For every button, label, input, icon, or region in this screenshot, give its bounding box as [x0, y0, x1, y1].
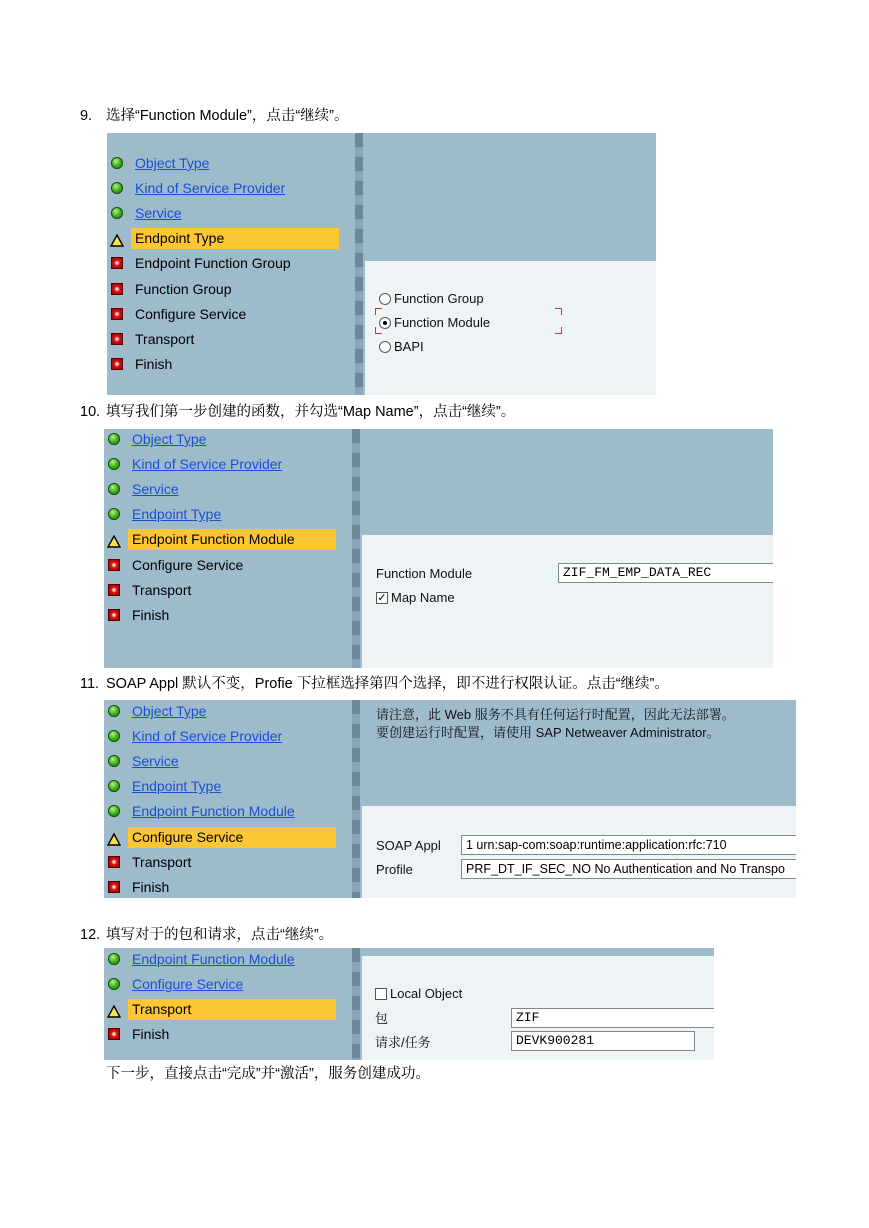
step-number: 12.	[80, 927, 101, 943]
focus-corner	[555, 327, 562, 334]
wizard-step-label[interactable]: Service	[132, 481, 179, 498]
wizard-step-item[interactable]	[104, 453, 352, 475]
wizard-step-label: Transport	[135, 330, 195, 347]
wizard-form	[365, 261, 656, 395]
wizard-step-label: Endpoint Type	[135, 230, 225, 247]
step-12-heading	[80, 926, 333, 944]
red-status-icon	[111, 333, 123, 345]
map-name-checkbox[interactable]: ✓	[377, 592, 387, 604]
wizard-step-item	[104, 998, 352, 1020]
warning-triangle-icon	[107, 532, 119, 544]
wizard-step-label[interactable]: Configure Service	[132, 976, 244, 993]
green-status-icon	[108, 978, 120, 990]
wizard-step-item[interactable]	[104, 700, 352, 722]
wizard-step-item[interactable]	[107, 177, 355, 199]
red-status-icon	[108, 559, 120, 571]
wizard-step-item[interactable]	[104, 973, 352, 995]
wizard-step-item	[107, 252, 355, 274]
wizard-step-label: Transport	[132, 853, 192, 870]
wizard-step-label: Configure Service	[132, 556, 244, 573]
function-module-input[interactable]: ZIF_FM_EMP_DATA_REC	[558, 563, 773, 583]
wizard-step-label[interactable]: Object Type	[132, 703, 207, 719]
request-label: 请求/任务	[375, 1035, 431, 1050]
screenshot-step-10	[104, 429, 773, 668]
green-status-icon	[108, 508, 120, 520]
green-status-icon	[108, 780, 120, 792]
green-status-icon	[108, 458, 120, 470]
wizard-step-item[interactable]	[104, 429, 352, 450]
green-status-icon	[108, 755, 120, 767]
local-object-label: Local Object	[390, 986, 463, 1001]
wizard-step-label: Configure Service	[135, 305, 247, 322]
wizard-step-item[interactable]	[104, 800, 352, 822]
wizard-step-item	[104, 851, 352, 873]
warning-triangle-icon	[110, 231, 122, 243]
wizard-nav	[104, 429, 352, 668]
wizard-step-label[interactable]: Endpoint Type	[132, 506, 222, 523]
green-status-icon	[111, 157, 123, 169]
map-name-label: Map Name	[391, 590, 455, 605]
wizard-step-item	[107, 303, 355, 325]
wizard-step-item[interactable]	[104, 725, 352, 747]
nav-splitter[interactable]	[352, 700, 360, 898]
nav-splitter[interactable]	[352, 429, 360, 668]
wizard-step-label: Finish	[132, 878, 170, 895]
green-status-icon	[108, 433, 120, 445]
wizard-step-item[interactable]	[104, 750, 352, 772]
focus-corner	[555, 308, 562, 315]
notice-line-1: 请注意，此 Web 服务不具有任何运行时配置，因此无法部署。	[376, 707, 735, 722]
wizard-step-label[interactable]: Kind of Service Provider	[132, 728, 283, 745]
profile-select[interactable]: PRF_DT_IF_SEC_NO No Authentication and No Transpo	[461, 859, 796, 879]
closing-text: 下一步，直接点击“完成”并“激活”，服务创建成功。	[106, 1066, 430, 1082]
red-status-icon	[111, 308, 123, 320]
wizard-step-label: Transport	[132, 1001, 192, 1018]
profile-label: Profile	[376, 862, 413, 877]
wizard-step-label[interactable]: Kind of Service Provider	[132, 456, 283, 473]
nav-splitter[interactable]	[355, 133, 363, 395]
wizard-step-item	[104, 604, 352, 626]
wizard-header-area	[369, 133, 656, 261]
wizard-step-label[interactable]: Object Type	[135, 155, 210, 171]
package-label: 包	[375, 1011, 389, 1026]
wizard-step-label: Finish	[132, 606, 170, 623]
screenshot-step-12	[104, 948, 714, 1060]
green-status-icon	[108, 805, 120, 817]
soap-appl-label: SOAP Appl	[376, 838, 441, 853]
wizard-nav	[104, 948, 352, 1060]
wizard-step-label[interactable]: Object Type	[132, 431, 207, 447]
green-status-icon	[111, 207, 123, 219]
red-status-icon	[108, 856, 120, 868]
screenshot-step-11	[104, 700, 796, 898]
request-input[interactable]: DEVK900281	[511, 1031, 695, 1051]
soap-appl-input[interactable]: 1 urn:sap-com:soap:runtime:application:rfc:710	[461, 835, 796, 855]
wizard-step-item[interactable]	[104, 775, 352, 797]
radio-bapi[interactable]	[379, 341, 391, 353]
warning-triangle-icon	[107, 830, 119, 842]
focus-corner	[375, 308, 382, 315]
wizard-step-item	[107, 278, 355, 300]
wizard-step-label: Endpoint Function Group	[135, 255, 291, 272]
wizard-header-area	[366, 948, 714, 956]
package-input[interactable]: ZIF	[511, 1008, 714, 1028]
wizard-step-item	[104, 1023, 352, 1045]
red-status-icon	[111, 358, 123, 370]
red-status-icon	[108, 1028, 120, 1040]
notice-line-2: 要创建运行时配置，请使用 SAP Netweaver Administrator。	[376, 725, 720, 740]
red-status-icon	[111, 283, 123, 295]
wizard-header-area	[366, 700, 796, 806]
step-text: SOAP Appl 默认不变，Profie 下拉框选择第四个选择，即不进行权限认证。点击“继续”。	[106, 676, 669, 692]
wizard-step-item	[104, 826, 352, 848]
wizard-header-area	[366, 429, 773, 535]
wizard-step-label: Configure Service	[132, 828, 244, 845]
focus-corner	[375, 327, 382, 334]
green-status-icon	[108, 483, 120, 495]
wizard-nav	[107, 133, 355, 395]
red-status-icon	[108, 881, 120, 893]
wizard-step-label: Finish	[132, 1026, 170, 1043]
green-status-icon	[108, 705, 120, 717]
wizard-step-label[interactable]: Endpoint Function Module	[132, 803, 295, 820]
warning-triangle-icon	[107, 1002, 119, 1014]
wizard-step-label[interactable]: Endpoint Type	[132, 778, 222, 795]
wizard-step-item	[107, 353, 355, 375]
red-status-icon	[108, 609, 120, 621]
wizard-step-label: Finish	[135, 355, 173, 372]
wizard-step-item[interactable]	[104, 478, 352, 500]
wizard-step-item[interactable]	[104, 503, 352, 525]
option-bapi: BAPI	[394, 339, 424, 354]
wizard-step-item	[107, 328, 355, 350]
option-function-group: Function Group	[394, 291, 484, 306]
wizard-step-label: Endpoint Function Module	[132, 531, 295, 548]
wizard-nav	[104, 700, 352, 898]
wizard-step-label[interactable]: Endpoint Function Module	[132, 951, 295, 967]
wizard-form	[362, 535, 773, 668]
step-11-heading	[80, 675, 669, 693]
step-text: 填写我们第一步创建的函数，并勾选“Map Name”，点击“继续”。	[106, 404, 516, 420]
step-text: 选择“Function Module”，点击“继续”。	[106, 108, 349, 124]
screenshot-step-9	[107, 133, 656, 395]
option-function-module: Function Module	[394, 315, 491, 330]
step-number: 10.	[80, 404, 101, 420]
step-10-heading	[80, 403, 515, 421]
step-text: 填写对于的包和请求，点击“继续”。	[106, 927, 334, 943]
wizard-step-item[interactable]	[107, 152, 355, 174]
red-status-icon	[111, 257, 123, 269]
wizard-step-item	[104, 876, 352, 898]
wizard-form	[362, 956, 714, 1060]
local-object-checkbox[interactable]	[375, 988, 387, 1000]
wizard-step-item	[104, 554, 352, 576]
wizard-step-label: Transport	[132, 581, 192, 598]
wizard-step-item[interactable]	[104, 948, 352, 970]
wizard-step-item[interactable]	[107, 202, 355, 224]
step-number: 11.	[80, 676, 100, 692]
step-number: 9.	[80, 108, 93, 124]
wizard-form	[362, 806, 796, 898]
green-status-icon	[111, 182, 123, 194]
wizard-step-item	[104, 579, 352, 601]
green-status-icon	[108, 730, 120, 742]
nav-splitter[interactable]	[352, 948, 360, 1060]
red-status-icon	[108, 584, 120, 596]
wizard-step-label: Function Group	[135, 280, 232, 297]
wizard-step-label[interactable]: Service	[135, 205, 182, 222]
wizard-step-item	[107, 227, 355, 249]
wizard-step-item	[104, 528, 352, 550]
function-module-label: Function Module	[376, 566, 473, 581]
green-status-icon	[108, 953, 120, 965]
step-9-heading	[80, 107, 349, 125]
wizard-step-label[interactable]: Kind of Service Provider	[135, 180, 286, 197]
radio-function-group[interactable]	[379, 293, 391, 305]
wizard-step-label[interactable]: Service	[132, 753, 179, 770]
